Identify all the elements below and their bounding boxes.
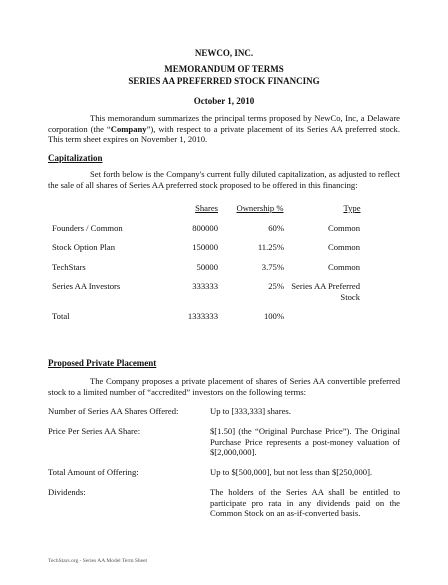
term-value: Up to $[500,000], but not less than $[250,000].	[210, 467, 373, 477]
column-header-type: Type	[343, 203, 361, 213]
total-label: Total	[52, 311, 70, 321]
intro-text-1: This memorandum summarizes the principal terms proposed by NewCo, Inc, a Delaware corporation (the “	[48, 113, 400, 134]
memo-title: MEMORANDUM OF TERMS	[164, 64, 284, 74]
term-label: Price Per Series AA Share:	[48, 426, 141, 436]
capitalization-paragraph: Set forth below is the Company's current fully diluted capitalization, as adjusted to reflect the sale of all shares of Series AA preferred stock proposed to be offered in this financing:	[48, 169, 400, 190]
placement-paragraph: The Company proposes a private placement of shares of Series AA convertible preferred stock to a limited number of “accredited” investors on the following terms:	[48, 376, 400, 397]
row-type: Common	[328, 262, 360, 272]
row-name: Founders / Common	[52, 223, 123, 233]
row-name: Series AA Investors	[52, 281, 121, 291]
row-ownership: 11.25%	[257, 242, 284, 252]
column-header-ownership: Ownership %	[236, 203, 284, 213]
intro-paragraph	[48, 113, 400, 145]
placement-heading: Proposed Private Placement	[48, 358, 157, 368]
row-type: Common	[328, 242, 360, 252]
company-name: NEWCO, INC.	[194, 48, 254, 58]
memo-date: October 1, 2010	[193, 96, 255, 106]
row-type-continued: Stock	[340, 292, 360, 302]
term-label: Total Amount of Offering:	[48, 467, 139, 477]
row-shares: 333333	[192, 281, 218, 291]
row-shares: 150000	[192, 242, 218, 252]
row-ownership: 25%	[268, 281, 284, 291]
row-type: Common	[328, 223, 360, 233]
page-footer: TechStars.org - Series AA Model Term Sheet	[48, 558, 148, 564]
capitalization-heading: Capitalization	[48, 153, 103, 163]
term-value: $[1.50] (the “Original Purchase Price”). The Original Purchase Price represents a post-money valuation of $[2,000,000].	[210, 426, 400, 458]
row-ownership: 3.75%	[261, 262, 284, 272]
row-name: Stock Option Plan	[52, 242, 116, 252]
term-label: Dividends:	[48, 487, 86, 497]
row-name: TechStars	[52, 262, 86, 272]
intro-text-2: ”), with respect to a private placement of its Series AA preferred stock. This term sheet expires on November 1, 2010.	[48, 123, 401, 145]
row-type: Series AA Preferred	[291, 281, 360, 291]
column-header-shares: Shares	[195, 203, 218, 213]
total-shares: 1333333	[187, 311, 218, 321]
term-label: Number of Series AA Shares Offered:	[48, 406, 179, 416]
total-ownership: 100%	[263, 311, 284, 321]
financing-title: SERIES AA PREFERRED STOCK FINANCING	[128, 76, 320, 86]
row-shares: 50000	[196, 262, 218, 272]
term-value: Up to [333,333] shares.	[210, 406, 291, 416]
row-shares: 800000	[192, 223, 218, 233]
intro-company-term: Company	[110, 123, 147, 134]
term-value: The holders of the Series AA shall be entitled to participate pro rata in any dividends paid on the Common Stock on an as-if-converted basis.	[210, 487, 400, 519]
row-ownership: 60%	[268, 223, 284, 233]
